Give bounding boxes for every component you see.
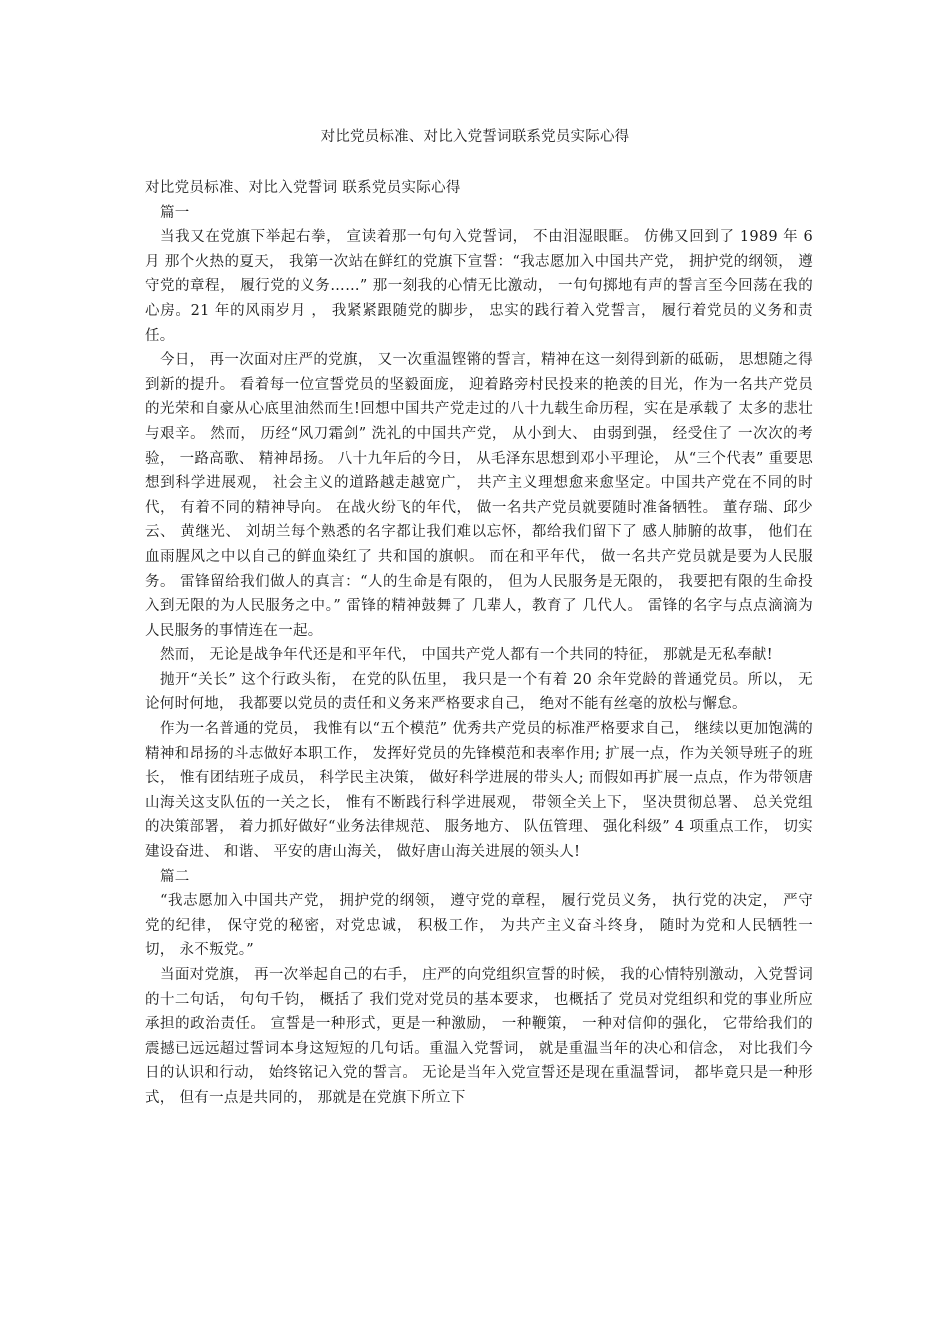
paragraph: 抛开“关长” 这个行政头衔， 在党的队伍里， 我只是一个有着 20 余年党龄的普通党员。所以， 无论何时何地， 我都要以党员的责任和义务来严格要求自己， 绝对不能有丝毫的放松与懈怠。 [145,671,813,713]
paragraph: 今日， 再一次面对庄严的党旗， 又一次重温铿锵的誓言，精神在这一刻得到新的砥砺， 思想随之得到新的提升。 看着每一位宣誓党员的坚毅面庞， 迎着路旁村民投来的艳羡的目光，作为一名共产党员的光荣和自豪从心底里油然而生!回想中国共产党走过的八十九载生命历程，实在是承载了 太多的悲壮与艰辛。 然而， 历经“风刀霜剑” 洗礼的中国共产党， 从小到大、 由弱到强， 经受住了 一次次的考验， 一路高歌、 精神昂扬。 八十九年后的今日， 从毛泽东思想到邓小平理论， 从“三个代表” 重要思想到科学进展观， 社会主义的道路越走越宽广， 共产主义理想愈来愈坚定。中国共产党在不同的时代， 有着不同的精神导向。 在战火纷飞的年代， 做一名共产党员就要随时准备牺牲。 董存瑞、邱少云、 黄继光、 刘胡兰每个熟悉的名字都让我们难以忘怀，都给我们留下了 感人肺腑的故事， 他们在血雨腥风之中以自己的鲜血染红了 共和国的旗帜。 而在和平年代， 做一名共产党员就是要为人民服务。 雷锋留给我们做人的真言：“人的生命是有限的， 但为人民服务是无限的， 我要把有限的生命投入到无限的为人民服务之中。” 雷锋的精神鼓舞了 几辈人，教育了 几代人。 雷锋的名字与点点滴滴为人民服务的事情连在一起。 [145,352,813,639]
section-label-1: 篇一 [160,204,190,221]
paragraph: “我志愿加入中国共产党， 拥护党的纲领， 遵守党的章程， 履行党员义务， 执行党的决定， 严守党的纪律， 保守党的秘密，对党忠诚， 积极工作， 为共产主义奋斗终身， 随时为党和人民牺牲一切， 永不叛党。” [145,893,813,959]
paragraph: 当我又在党旗下举起右拳， 宣读着那一句句入党誓词， 不由泪湿眼眶。 仿佛又回到了 1989 年 6 月 那个火热的夏天， 我第一次站在鲜红的党旗下宣誓：“我志愿加入中国共产党， 拥护党的纲领， 遵守党的章程， 履行党的义务……” 那一刻我的心情无比激动， 一句句掷地有声的誓言至今回荡在我的心房。21 年的风雨岁月 ， 我紧紧跟随党的脚步， 忠实的践行着入党誓言， 履行着党员的义务和责任。 [145,229,813,344]
paragraph: 当面对党旗， 再一次举起自己的右手， 庄严的向党组织宣誓的时候， 我的心情特别激动，入党誓词的十二句话， 句句千钧， 概括了 我们党对党员的基本要求， 也概括了 党员对党组织和党的事业所应承担的政治责任。 宣誓是一种形式，更是一种激励， 一种鞭策， 一种对信仰的强化， 它带给我们的震撼已远远超过誓词本身这短短的几句话。重温入党誓词， 就是重温当年的决心和信念， 对比我们今日的认识和行动， 始终铭记入党的誓言。 无论是当年入党宣誓还是现在重温誓词， 都毕竟只是一种形式， 但有一点是共同的， 那就是在党旗下所立下 [145,967,813,1106]
paragraph: 作为一名普通的党员， 我惟有以“五个模范” 优秀共产党员的标准严格要求自己， 继续以更加饱满的精神和昂扬的斗志做好本职工作， 发挥好党员的先锋模范和表率作用; 扩展一点，作为关领导班子的班长， 惟有团结班子成员， 科学民主决策， 做好科学进展的带头人; 而假如再扩展一点点，作为带领唐山海关这支队伍的一关之长， 惟有不断践行科学进展观， 带领全关上下， 坚决贯彻总署、 总关党组的决策部署， 着力抓好做好“业务法律规范、 服务地方、 队伍管理、 强化科级” 4 项重点工作， 切实建设奋进、 和谐、 平安的唐山海关， 做好唐山海关进展的领头人! [145,721,813,861]
page-title: 对比党员标准、对比入党誓词联系党员实际心得 [320,129,630,145]
paragraph: 然而， 无论是战争年代还是和平年代， 中国共产党人都有一个共同的特征， 那就是无私奉献! [160,647,773,664]
section-label-2: 篇二 [160,868,190,885]
document-subtitle: 对比党员标准、对比入党誓词 联系党员实际心得 [145,180,461,196]
document-body [145,176,813,1111]
